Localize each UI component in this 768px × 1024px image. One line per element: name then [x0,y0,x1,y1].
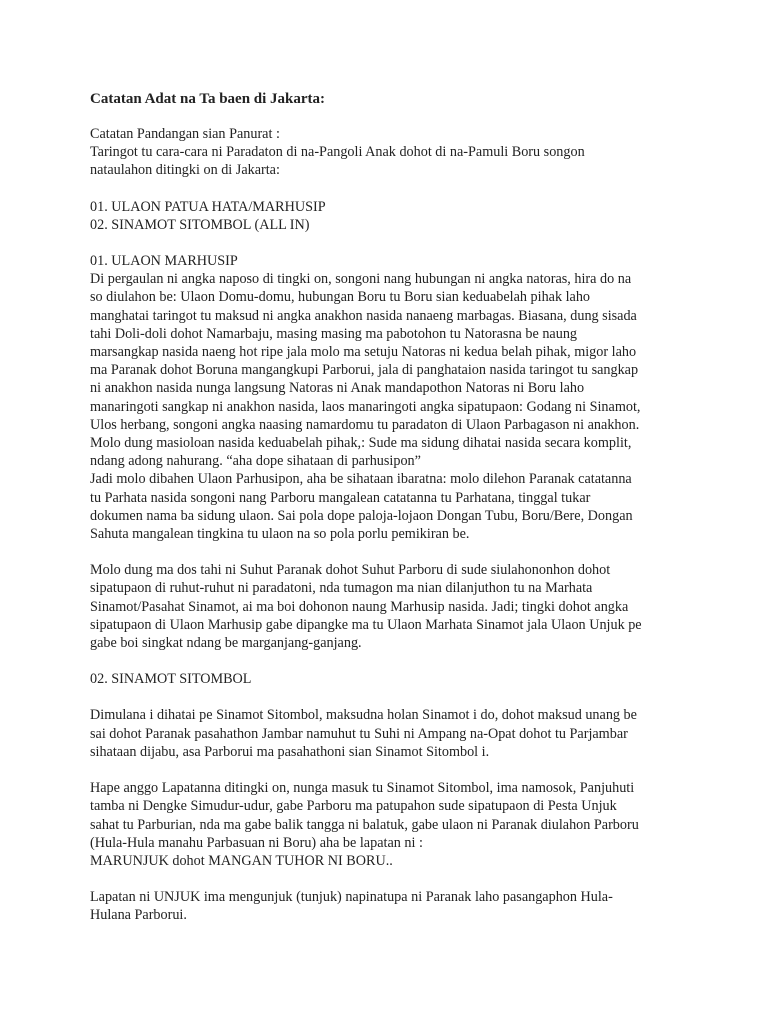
text-line: gabe boi singkat ndang be marganjang-ganjang. [90,635,362,652]
text-line: sipatupaon di ruhut-ruhut ni paradatoni, nda tumagon ma nian dilanjuthon tu na Marhata [90,580,593,597]
text-line: dokumen nama ba sidung ulaon. Sai pola dope paloja-lojaon Dongan Tubu, Boru/Bere, Dongan [90,507,633,524]
text-line: Lapatan ni UNJUK ima mengunjuk (tunjuk) napinatupa ni Paranak laho pasangaphon Hula- [90,889,613,906]
text-line: sahat tu Parburian, nda ma gabe balik tangga ni balatuk, gabe ulaon ni Paranak diulahon Parboru [90,816,639,833]
paragraph [90,779,690,870]
text-line: Hulana Parborui. [90,907,187,924]
paragraph [90,561,690,652]
text-line: sihataan dijabu, asa Parborui ma pasahathoni sian Sinamot Sitombol i. [90,743,490,760]
paragraph [90,888,690,924]
text-line: Jadi molo dibahen Ulaon Parhusipon, aha be sihataan ibaratna: molo dilehon Paranak catatanna [90,471,632,488]
text-line: Molo dung ma dos tahi ni Suhut Paranak dohot Suhut Parboru di sude siulahononhon dohot [90,562,611,579]
text-line: Catatan Pandangan sian Panurat : [90,126,280,142]
text-line: ma Paranak dohot Boruna mangangkupi Parborui, jala di panghataion nasida taringot tu sangkap [90,362,639,379]
text-line: 01. ULAON MARHUSIP [90,253,238,270]
text-line: tahi Doli-doli dohot Namarbaju, masing masing ma pabotohon tu Natorasna be naung [90,325,578,342]
text-line: Di pergaulan ni angka naposo di tingki on, songoni nang hubungan ni angka natoras, hira do na [90,271,632,288]
text-line: MARUNJUK dohot MANGAN TUHOR NI BORU.. [90,852,393,869]
text-line: Hape anggo Lapatanna ditingki on, nunga masuk tu Sinamot Sitombol, ima namosok, Panjuhuti [90,780,635,797]
text-line: Dimulana i dihatai pe Sinamot Sitombol, maksudna holan Sinamot i do, dohot maksud unang be [90,707,637,724]
text-line: 01. ULAON PATUA HATA/MARHUSIP [90,198,326,215]
text-line: ndang adong nahurang. “aha dope sihataan di parhusipon” [90,453,421,470]
document-page [90,90,690,943]
text-line: so diulahon be: Ulaon Domu-domu, hubungan Boru tu Boru sian keduabelah pihak laho [90,289,591,306]
paragraph [90,252,690,543]
text-line: Ulos herbang, songoni angka naasing namardomu tu paradaton di Ulaon Parbagason ni anakhon. [90,416,640,433]
text-line: sipatupaon di Ulaon Marhusip gabe dipangke ma tu Ulaon Marhata Sinamot jala Ulaon Unjuk pe [90,616,642,633]
text-line: sai dohot Paranak pasahathon Jambar namuhut tu Suhi ni Ampang na-Opat dohot tu Parjambar [90,725,628,742]
text-line: Molo dung masioloan nasida keduabelah pihak,: Sude ma sidung dihatai nasida secara komplit, [90,435,632,452]
text-line: Taringot tu cara-cara ni Paradaton di na-Pangoli Anak dohot di na-Pamuli Boru songon [90,144,585,161]
text-line: marsangkap nasida naeng hot ripe jala molo ma setuju Natoras ni kedua belah pihak, migor laho [90,344,637,361]
text-line: ni anakhon nasida nunga langsung Natoras ni Anak mandapothon Natoras ni Boru laho [90,380,585,397]
document-body [90,125,690,925]
text-line: Sinamot/Pasahat Sinamot, ai ma boi dohonon naung Marhusip nasida. Jadi; tingki dohot angka [90,598,629,615]
paragraph [90,706,690,761]
paragraph [90,198,690,234]
text-line: 02. SINAMOT SITOMBOL (ALL IN) [90,216,310,233]
document-title: Catatan Adat na Ta baen di Jakarta: [90,91,326,107]
text-line: tamba ni Dengke Simudur-udur, gabe Parboru ma patupahon sude sipatupaon di Pesta Unjuk [90,798,617,815]
paragraph [90,670,690,688]
text-line: nataulahon ditingki on di Jakarta: [90,162,280,179]
text-line: (Hula-Hula manahu Parbasuan ni Boru) aha be lapatan ni : [90,834,423,851]
text-line: tu Parhata nasida songoni nang Parboru mangalean catatanna tu Parhatana, tinggal tukar [90,489,591,506]
text-line: manghatai taringot tu maksud ni angka anakhon nasida nanaeng marbagas. Biasana, dung sisada [90,307,637,324]
text-line: manaringoti sangkap ni anakhon nasida, laos manaringoti angka sipatupaon: Godang ni Sinamot, [90,398,641,415]
paragraph [90,125,690,180]
text-line: Sahuta mangalean tingkina tu ulaon na so pola porlu pemikiran be. [90,526,470,543]
text-line: 02. SINAMOT SITOMBOL [90,671,252,688]
